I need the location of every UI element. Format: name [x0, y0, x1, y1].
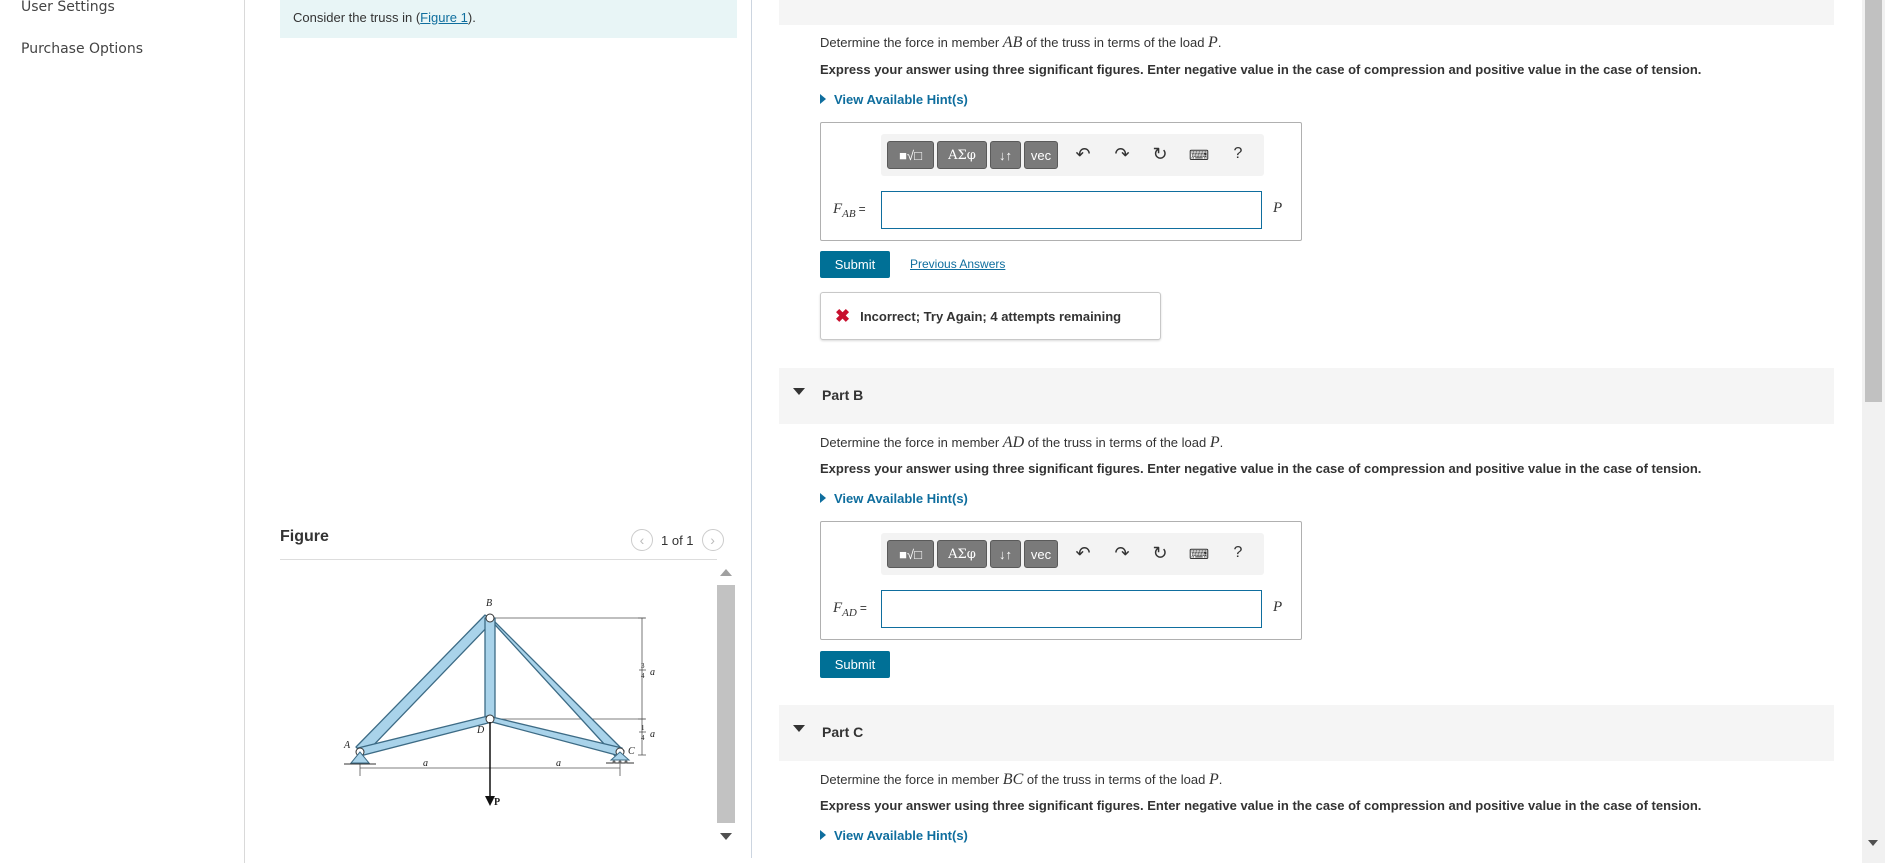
- error-x-icon: ✖: [835, 305, 851, 326]
- part-c-hint-toggle[interactable]: [820, 828, 968, 843]
- redo-icon[interactable]: ↷: [1114, 144, 1130, 164]
- part-b-question-suffix: .: [1219, 435, 1224, 450]
- figure-divider: [280, 559, 717, 560]
- keyboard-icon[interactable]: ⌨: [1188, 546, 1210, 562]
- part-c-load: P: [1208, 771, 1219, 788]
- label-frac1-num: 3: [641, 662, 645, 670]
- part-c-hint-label: View Available Hint(s): [834, 828, 968, 843]
- caret-right-icon: [820, 493, 826, 503]
- intro-text: [280, 0, 737, 38]
- label-b: B: [486, 598, 493, 609]
- part-a-submit-button[interactable]: Submit: [820, 251, 890, 278]
- part-c-header[interactable]: [779, 705, 1834, 761]
- undo-icon[interactable]: ↶: [1075, 144, 1091, 164]
- part-b-variable: [833, 600, 867, 619]
- part-a-member: AB: [1002, 34, 1023, 51]
- templates-button[interactable]: ■√□: [887, 141, 934, 169]
- part-b-unit: P: [1273, 599, 1283, 615]
- part-b-answer-box: [820, 521, 1302, 640]
- previous-answers-link[interactable]: Previous Answers: [910, 257, 1006, 271]
- caret-right-icon: [820, 830, 826, 840]
- vector-button[interactable]: vec: [1024, 141, 1058, 169]
- part-b-question: [820, 434, 1223, 452]
- truss-figure: [280, 562, 705, 852]
- next-figure-button[interactable]: [702, 529, 724, 551]
- part-a-equals: =: [858, 202, 866, 216]
- help-icon[interactable]: ?: [1233, 145, 1243, 162]
- left-nav: [0, 0, 245, 863]
- label-frac2-num: 1: [641, 724, 645, 732]
- arrows-button[interactable]: ↓↑: [990, 141, 1021, 169]
- figure-scrollbar[interactable]: [715, 563, 737, 851]
- caret-down-icon: [793, 725, 805, 732]
- truss-diagram: [280, 562, 705, 852]
- figure-scroll-thumb[interactable]: [717, 585, 735, 823]
- part-a-hint-label: View Available Hint(s): [834, 92, 968, 107]
- templates-button[interactable]: ■√□: [887, 540, 934, 568]
- label-a-dim1: a: [423, 758, 428, 769]
- greek-symbols-button[interactable]: ΑΣφ: [937, 540, 987, 568]
- label-p: P: [494, 797, 501, 808]
- part-a-unit: P: [1273, 200, 1283, 216]
- part-a-math-toolbar: [881, 134, 1264, 176]
- part-a-question-mid: of the truss in terms of the load: [1022, 35, 1209, 50]
- chevron-right-icon: ›: [710, 532, 715, 548]
- part-c-question-suffix: .: [1218, 772, 1223, 787]
- problem-panel: [245, 0, 753, 863]
- part-a-question-prefix: Determine the force in member: [820, 35, 1003, 50]
- part-a-variable: [833, 201, 866, 220]
- part-c-question: [820, 771, 1222, 789]
- vector-button[interactable]: vec: [1024, 540, 1058, 568]
- keyboard-icon[interactable]: ⌨: [1188, 147, 1210, 163]
- part-b-header[interactable]: [779, 368, 1834, 424]
- nav-purchase-options[interactable]: Purchase Options: [21, 41, 144, 57]
- figure-link[interactable]: Figure 1: [420, 10, 468, 25]
- part-b-hint-label: View Available Hint(s): [834, 491, 968, 506]
- undo-icon[interactable]: ↶: [1075, 543, 1091, 563]
- label-frac2-den: 4: [641, 734, 645, 742]
- scroll-down-icon[interactable]: [720, 833, 732, 840]
- label-a-dim2: a: [556, 758, 561, 769]
- part-b-load: P: [1209, 434, 1220, 451]
- figure-pager: [631, 529, 724, 551]
- arrows-button[interactable]: ↓↑: [990, 540, 1021, 568]
- reset-icon[interactable]: ↻: [1152, 144, 1168, 164]
- intro-prefix: Consider the truss in (: [293, 10, 421, 25]
- nav-user-settings[interactable]: User Settings: [21, 0, 115, 15]
- chevron-left-icon: ‹: [639, 532, 645, 548]
- part-b-label: Part B: [822, 387, 864, 403]
- part-b-hint-toggle[interactable]: [820, 491, 968, 506]
- part-a-question-suffix: .: [1217, 35, 1222, 50]
- label-a: A: [344, 740, 351, 751]
- part-a-var-sub: AB: [842, 208, 856, 220]
- scroll-down-icon[interactable]: [1868, 840, 1878, 846]
- part-b-var-sub: AD: [842, 607, 857, 619]
- label-d: D: [477, 725, 485, 736]
- greek-symbols-button[interactable]: ΑΣφ: [937, 141, 987, 169]
- part-c-question-mid: of the truss in terms of the load: [1023, 772, 1209, 787]
- part-b-question-prefix: Determine the force in member: [820, 435, 1003, 450]
- part-c-question-prefix: Determine the force in member: [820, 772, 1003, 787]
- part-a-instructions: Express your answer using three significant figures. Enter negative value in the case of compression and positive value in the case of tension.: [820, 62, 1702, 77]
- label-frac1-den: 4: [641, 672, 645, 680]
- part-c-member: BC: [1002, 771, 1024, 788]
- part-c-label: Part C: [822, 724, 864, 740]
- figure-page-count: 1 of 1: [661, 532, 694, 548]
- scroll-up-icon[interactable]: [720, 569, 732, 576]
- page-scroll-thumb[interactable]: [1865, 0, 1882, 402]
- part-a-answer-box: [820, 122, 1302, 241]
- prev-figure-button[interactable]: [631, 529, 653, 551]
- part-b-var-main: F: [833, 600, 843, 616]
- page-scrollbar[interactable]: [1862, 0, 1885, 863]
- help-icon[interactable]: ?: [1233, 544, 1243, 561]
- label-frac2-var: a: [650, 729, 655, 740]
- caret-right-icon: [820, 94, 826, 104]
- part-a-feedback-text: Incorrect; Try Again; 4 attempts remaining: [860, 308, 1122, 324]
- part-a-feedback: [820, 292, 1161, 340]
- part-a-var-main: F: [833, 201, 843, 217]
- intro-suffix: ).: [467, 10, 476, 25]
- part-b-submit-button[interactable]: Submit: [820, 651, 890, 678]
- parts-panel: [752, 0, 1885, 863]
- part-b-instructions: Express your answer using three significant figures. Enter negative value in the case of compression and positive value in the case of tension.: [820, 461, 1702, 476]
- part-a-answer-input[interactable]: [881, 191, 1262, 229]
- part-a-question: [820, 34, 1221, 52]
- part-c-instructions: Express your answer using three significant figures. Enter negative value in the case of compression and positive value in the case of tension.: [820, 798, 1702, 813]
- label-c: C: [628, 746, 635, 757]
- part-a-load: P: [1208, 34, 1218, 51]
- part-a-hint-toggle[interactable]: [820, 92, 968, 107]
- part-b-member: AD: [1002, 434, 1025, 451]
- part-b-math-toolbar: [881, 533, 1264, 575]
- part-a-header-band: [779, 0, 1834, 25]
- part-b-equals: =: [859, 601, 867, 615]
- reset-icon[interactable]: ↻: [1152, 543, 1168, 563]
- figure-title: Figure: [280, 528, 329, 545]
- label-frac1-var: a: [650, 667, 655, 678]
- caret-down-icon: [793, 388, 805, 395]
- part-b-answer-input[interactable]: [881, 590, 1262, 628]
- redo-icon[interactable]: ↷: [1114, 543, 1130, 563]
- part-b-question-mid: of the truss in terms of the load: [1024, 435, 1210, 450]
